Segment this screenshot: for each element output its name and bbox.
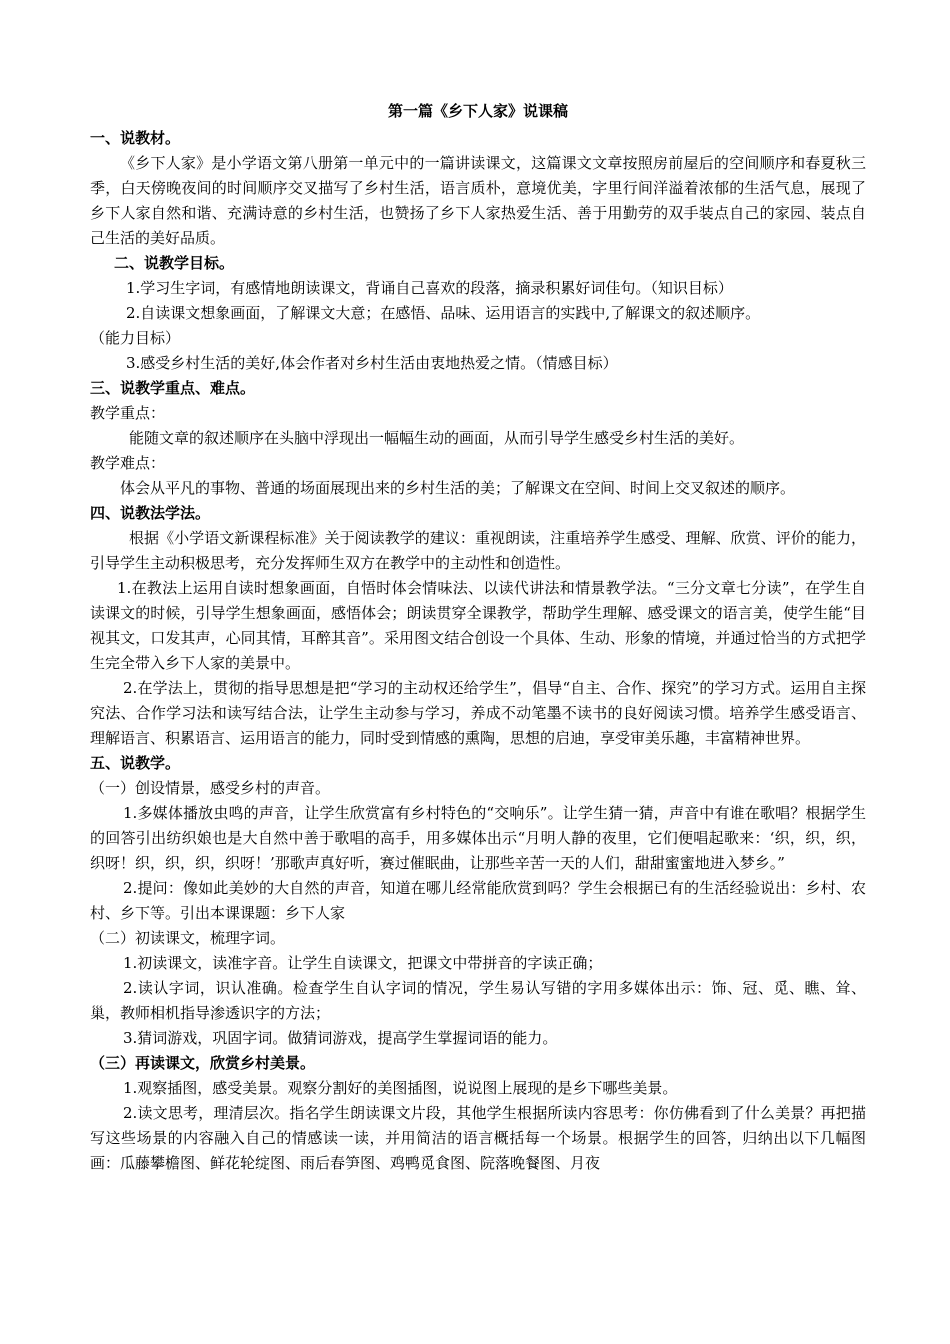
part-1-heading: （一）创设情景，感受乡村的声音。 [90, 779, 331, 797]
goal-item-2-tail: （能力目标） [90, 329, 181, 347]
part-3-paragraph-2: 2.读文思考，理清层次。指名学生朗读课文片段，其他学生根据所读内容思考：你仿佛看到了什么美景？再把描写这些场景的内容融入自己的情感读一读，并用简洁的语言概括每一个场景。根据学生的回答，归纳出以下几幅图画：瓜藤攀檐图、鲜花轮绽图、雨后春笋图、鸡鸭觅食图、院落晚餐图、月夜 [90, 1104, 866, 1172]
goal-item-2: 2.自读课文想象画面，了解课文大意；在感悟、品味、运用语言的实践中,了解课文的叙述顺序。 [126, 304, 761, 322]
part-1-paragraph-2: 2.提问：像如此美妙的大自然的声音，知道在哪儿经常能欣赏到吗？学生会根据已有的生活经验说出：乡村、农村、乡下等。引出本课课题：乡下人家 [90, 879, 866, 922]
difficulty-label: 教学难点： [90, 454, 166, 472]
focus-text: 能随文章的叙述顺序在头脑中浮现出一幅幅生动的画面，从而引导学生感受乡村生活的美好。 [129, 429, 745, 447]
section-2-heading: 二、说教学目标。 [114, 254, 235, 272]
section-4-heading: 四、说教法学法。 [90, 504, 211, 522]
section-5-heading: 五、说教学。 [90, 754, 181, 772]
part-2-heading: （二）初读课文，梳理字词。 [90, 929, 286, 947]
method-paragraph-1: 1.在教法上运用自读时想象画面，自悟时体会情味法、以读代讲法和情景教学法。“三分文章七分读”，在学生自读课文的时候，引导学生想象画面，感悟体会；朗读贯穿全课教学，帮助学生理解、感受课文的语言美，使学生能“目视其文，口发其声，心同其情，耳醉其音”。采用图文结合创设一个具体、生动、形象的情境，并通过恰当的方式把学生完全带入乡下人家的美景中。 [90, 579, 866, 672]
document-title: 第一篇《乡下人家》说课稿 [387, 102, 568, 120]
part-2-paragraph-1: 1.初读课文，读准字音。让学生自读课文，把课文中带拼音的字读正确； [123, 954, 603, 972]
section-3-heading: 三、说教学重点、难点。 [90, 379, 256, 397]
section-1-paragraph: 《乡下人家》是小学语文第八册第一单元中的一篇讲读课文，这篇课文文章按照房前屋后的空间顺序和春夏秋三季，白天傍晚夜间的时间顺序交叉描写了乡村生活，语言质朴，意境优美，字里行间洋溢着浓郁的生活气息，展现了乡下人家自然和谐、充满诗意的乡村生活，也赞扬了乡下人家热爱生活、善于用勤劳的双手装点自己的家园、装点自己生活的美好品质。 [90, 154, 866, 247]
difficulty-text: 体会从平凡的事物、普通的场面展现出来的乡村生活的美；了解课文在空间、时间上交叉叙述的顺序。 [120, 479, 796, 497]
part-3-paragraph-1: 1.观察插图，感受美景。观察分割好的美图插图，说说图上展现的是乡下哪些美景。 [123, 1079, 678, 1097]
document-page [90, 96, 866, 1176]
goal-item-3: 3.感受乡村生活的美好,体会作者对乡村生活由衷地热爱之情。（情感目标） [126, 354, 618, 372]
method-intro: 根据《小学语文新课程标准》关于阅读教学的建议：重视朗读，注重培养学生感受、理解、欣赏、评价的能力，引导学生主动积极思考，充分发挥师生双方在教学中的主动性和创造性。 [90, 529, 866, 572]
goal-item-1: 1.学习生字词，有感情地朗读课文，背诵自己喜欢的段落，摘录积累好词佳句。（知识目标） [126, 279, 733, 297]
focus-label: 教学重点： [90, 404, 166, 422]
section-1-heading: 一、说教材。 [90, 129, 181, 147]
method-paragraph-2: 2.在学法上，贯彻的指导思想是把“学习的主动权还给学生”，倡导“自主、合作、探究”的学习方式。运用自主探究法、合作学习法和读写结合法，让学生主动参与学习，养成不动笔墨不读书的良好阅读习惯。培养学生感受语言、理解语言、积累语言、运用语言的能力，同时受到情感的熏陶，思想的启迪，享受审美乐趣，丰富精神世界。 [90, 679, 866, 747]
part-3-heading: （三）再读课文，欣赏乡村美景。 [90, 1054, 316, 1072]
part-2-paragraph-2: 2.读认字词，识认准确。检查学生自认字词的情况，学生易认写错的字用多媒体出示：饰、冠、觅、瞧、耸、巢，教师相机指导渗透识字的方法； [90, 979, 866, 1022]
part-1-paragraph-1: 1.多媒体播放虫鸣的声音，让学生欣赏富有乡村特色的“交响乐”。让学生猜一猜，声音中有谁在歌唱？根据学生的回答引出纺织娘也是大自然中善于歌唱的高手，用多媒体出示“月明人静的夜里，它们便唱起歌来：‘织，织，织，织呀！织，织，织，织呀！’那歌声真好听，赛过催眠曲，让那些辛苦一天的人们，甜甜蜜蜜地进入梦乡。” [90, 804, 866, 872]
part-2-paragraph-3: 3.猜词游戏，巩固字词。做猜词游戏，提高学生掌握词语的能力。 [123, 1029, 558, 1047]
